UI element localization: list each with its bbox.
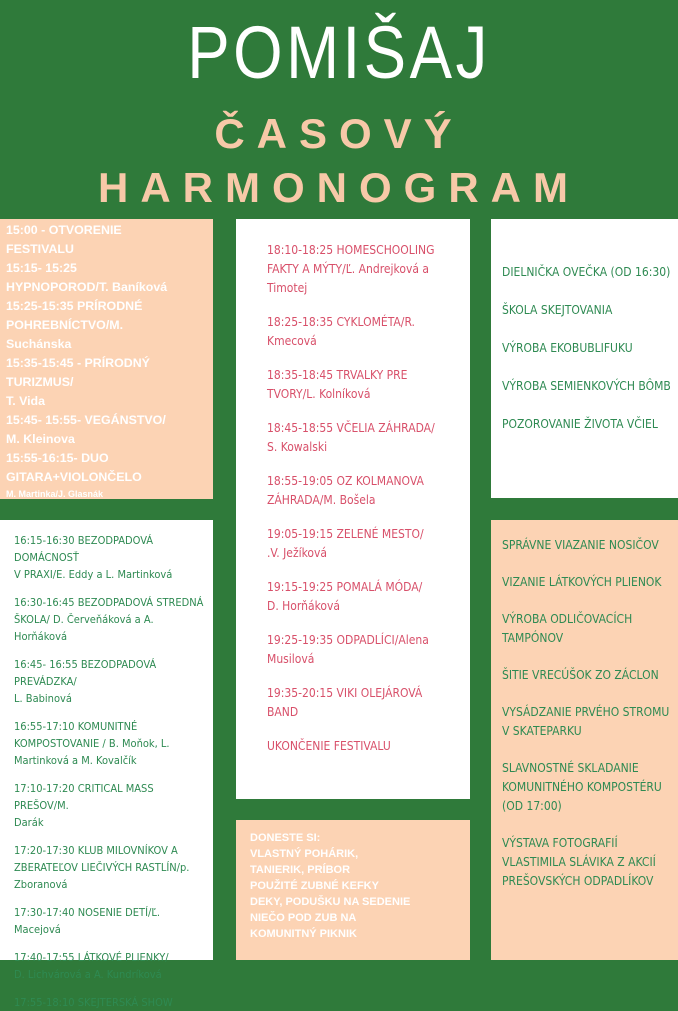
list-item-line: 18:55-19:05 OZ KOLMANOVA	[267, 474, 424, 488]
list-item	[14, 904, 207, 938]
list-item	[14, 949, 207, 983]
list-item-line: TAMPÓNOV	[502, 631, 564, 645]
workshops-list	[502, 263, 674, 434]
zero-waste-talks-list	[14, 532, 207, 1011]
list-item	[267, 241, 462, 298]
festival-program-line: 15:00 - OTVORENIE	[6, 223, 122, 237]
list-item-line: Musilová	[267, 652, 315, 666]
list-item-line: ŠKOLA SKEJTOVANIA	[502, 303, 613, 317]
evening-program-panel	[236, 219, 470, 799]
list-item	[502, 301, 674, 320]
list-item	[14, 656, 207, 707]
festival-program-line: 15:15- 15:25	[6, 261, 77, 275]
list-item-line: KOMPOSTOVANIE / B. Moňok, L.	[14, 737, 170, 750]
list-item-line: .V. Ježíková	[267, 546, 328, 560]
festival-program-line: GITARA+VIOLONČELO	[6, 470, 142, 484]
list-item	[267, 472, 462, 510]
list-item-line: ŠKOLA/ D. Červeňáková a A. Horňáková	[14, 613, 154, 643]
festival-program-line: Suchánska	[6, 337, 72, 351]
festival-program-line: M. Kleinova	[6, 432, 75, 446]
list-item-line: VYSÁDZANIE PRVÉHO STROMU	[502, 705, 670, 719]
list-item	[14, 594, 207, 645]
list-item-line: D. Lichvárová a A. Kundríková	[14, 968, 162, 981]
bring-along-line: VLASTNÝ POHÁRIK,	[250, 848, 359, 860]
list-item-line: S. Kowalski	[267, 440, 328, 454]
list-item-line: SPRÁVNE VIAZANIE NOSIČOV	[502, 538, 659, 552]
list-item	[502, 263, 674, 282]
activities-panel	[491, 520, 678, 960]
list-item-line: L. Babinová	[14, 692, 72, 705]
list-item	[502, 339, 674, 358]
list-item	[267, 631, 462, 669]
list-item	[14, 532, 207, 583]
list-item-line: VÝSTAVA FOTOGRAFIÍ	[502, 836, 618, 850]
bring-along-line: KOMUNITNÝ PIKNIK	[250, 928, 357, 940]
list-item	[267, 737, 462, 756]
festival-program-line: 15:25-15:35 PRÍRODNÉ	[6, 299, 143, 313]
subtitle-line-1: ČASOVÝ	[214, 110, 464, 157]
list-item	[502, 666, 674, 685]
bring-along-line: DEKY, PODUŠKU NA SEDENIE	[250, 896, 411, 908]
list-item-line: 17:55-18:10 SKEJTERSKÁ SHOW	[14, 996, 173, 1009]
list-item-line: 16:15-16:30 BEZODPADOVÁ DOMÁCNOSŤ	[14, 534, 154, 564]
bring-along-panel	[236, 820, 470, 960]
subtitle-line-2: HARMONOGRAM	[98, 164, 580, 211]
festival-program-line: T. Vida	[6, 394, 46, 408]
list-item	[267, 313, 462, 351]
page-title: POMIŠAJ	[187, 11, 491, 94]
list-item-line: D. Horňáková	[267, 599, 341, 613]
list-item-line: BAND	[267, 705, 299, 719]
list-item-line: KOMUNITNÉHO KOMPOSTÉRU	[502, 780, 662, 794]
list-item-line: Kmecová	[267, 334, 317, 348]
list-item	[14, 780, 207, 831]
list-item	[502, 759, 674, 816]
list-item	[267, 419, 462, 457]
list-item-line: V PRAXI/E. Eddy a L. Martinková	[14, 568, 173, 581]
list-item-line: Martinková a M. Kovalčík	[14, 754, 137, 767]
festival-program-line: 15:35-15:45 - PRÍRODNÝ	[6, 356, 150, 370]
list-item-line: 19:05-19:15 ZELENÉ MESTO/	[267, 527, 424, 541]
zero-waste-talks-panel	[0, 520, 213, 1009]
bring-along-line: POUŽITÉ ZUBNÉ KEFKY	[250, 880, 379, 892]
list-item-line: VÝROBA EKOBUBLIFUKU	[502, 341, 633, 355]
festival-program-line: POHREBNÍCTVO/M.	[6, 318, 124, 332]
list-item-line: ZBERATEĽOV LIEČIVÝCH RASTLÍN/p.	[14, 861, 190, 874]
list-item-line: Zboranová	[14, 878, 68, 891]
bring-along-line: DONESTE SI:	[250, 832, 321, 844]
activities-list	[502, 536, 674, 891]
list-item	[502, 536, 674, 555]
list-item	[267, 684, 462, 722]
list-item-line: Darák	[14, 816, 44, 829]
list-item	[267, 525, 462, 563]
list-item-line: 18:45-18:55 VČELIA ZÁHRADA/	[267, 421, 435, 435]
list-item	[502, 834, 674, 891]
festival-program-line: TURIZMUS/	[6, 375, 74, 389]
list-item-line: TVORY/L. Kolníková	[267, 387, 371, 401]
list-item	[267, 366, 462, 404]
list-item	[502, 377, 674, 396]
list-item-line: 19:35-20:15 VIKI OLEJÁROVÁ	[267, 686, 423, 700]
list-item-line: 16:55-17:10 KOMUNITNÉ	[14, 720, 138, 733]
list-item	[14, 994, 207, 1011]
festival-program-panel	[0, 219, 213, 499]
list-item-line: 18:10-18:25 HOMESCHOOLING	[267, 243, 435, 257]
festival-program-list	[6, 221, 207, 487]
festival-program-line: FESTIVALU	[6, 242, 74, 256]
list-item	[14, 842, 207, 893]
festival-program-line: 15:45- 15:55- VEGÁNSTVO/	[6, 413, 166, 427]
list-item-line: (OD 17:00)	[502, 799, 562, 813]
list-item-line: ŠITIE VRECÚŠOK ZO ZÁCLON	[502, 668, 659, 682]
festival-program-line: 15:55-16:15- DUO	[6, 451, 109, 465]
list-item-line: DIELNIČKA OVEČKA (OD 16:30)	[502, 265, 671, 279]
list-item-line: 18:25-18:35 CYKLOMÉTA/R.	[267, 315, 415, 329]
list-item-line: 19:25-19:35 ODPADLÍCI/Alena	[267, 633, 429, 647]
evening-program-list	[267, 241, 462, 756]
festival-program-line: HYPNOPOROD/T. Baníková	[6, 280, 168, 294]
list-item-line: 18:35-18:45 TRVALKY PRE	[267, 368, 408, 382]
list-item-line: VÝROBA SEMIENKOVÝCH BÔMB	[502, 379, 671, 393]
list-item-line: VÝROBA ODLIČOVACÍCH	[502, 612, 633, 626]
list-item-line: VIZANIE LÁTKOVÝCH PLIENOK	[502, 575, 662, 589]
list-item-line: 17:40-17:55 LÁTKOVÉ PLIENKY/	[14, 951, 169, 964]
workshops-panel	[491, 219, 678, 498]
list-item-line: Timotej	[267, 281, 308, 295]
list-item	[14, 718, 207, 769]
list-item-line: ZÁHRADA/M. Bošela	[267, 493, 376, 507]
list-item-line: VLASTIMILA SLÁVIKA Z AKCIÍ	[502, 855, 656, 869]
festival-program-footer: M. Martinka/J. Glasnák	[6, 489, 104, 499]
list-item-line: POZOROVANIE ŽIVOTA VČIEL	[502, 417, 658, 431]
list-item-line: SLAVNOSTNÉ SKLADANIE	[502, 761, 639, 775]
list-item-line: UKONČENIE FESTIVALU	[267, 739, 391, 753]
list-item-line: V SKATEPARKU	[502, 724, 582, 738]
list-item	[502, 703, 674, 741]
bring-along-line: TANIERIK, PRÍBOR	[250, 864, 351, 876]
list-item-line: PREŠOVSKÝCH ODPADLÍKOV	[502, 874, 654, 888]
list-item-line: FAKTY A MÝTY/Ľ. Andrejková a	[267, 262, 430, 276]
list-item	[267, 578, 462, 616]
list-item-line: 17:30-17:40 NOSENIE DETÍ/Ľ. Macejová	[14, 906, 161, 936]
list-item	[502, 415, 674, 434]
list-item-line: 17:10-17:20 CRITICAL MASS PREŠOV/M.	[14, 782, 154, 812]
list-item-line: 16:45- 16:55 BEZODPADOVÁ PREVÁDZKA/	[14, 658, 157, 688]
bring-along-list	[250, 830, 462, 942]
list-item	[502, 573, 674, 592]
list-item	[502, 610, 674, 648]
bring-along-line: NIEČO POD ZUB NA	[250, 912, 357, 924]
list-item-line: 16:30-16:45 BEZODPADOVÁ STREDNÁ	[14, 596, 204, 609]
list-item-line: 19:15-19:25 POMALÁ MÓDA/	[267, 580, 423, 594]
list-item-line: 17:20-17:30 KLUB MILOVNÍKOV A	[14, 844, 178, 857]
